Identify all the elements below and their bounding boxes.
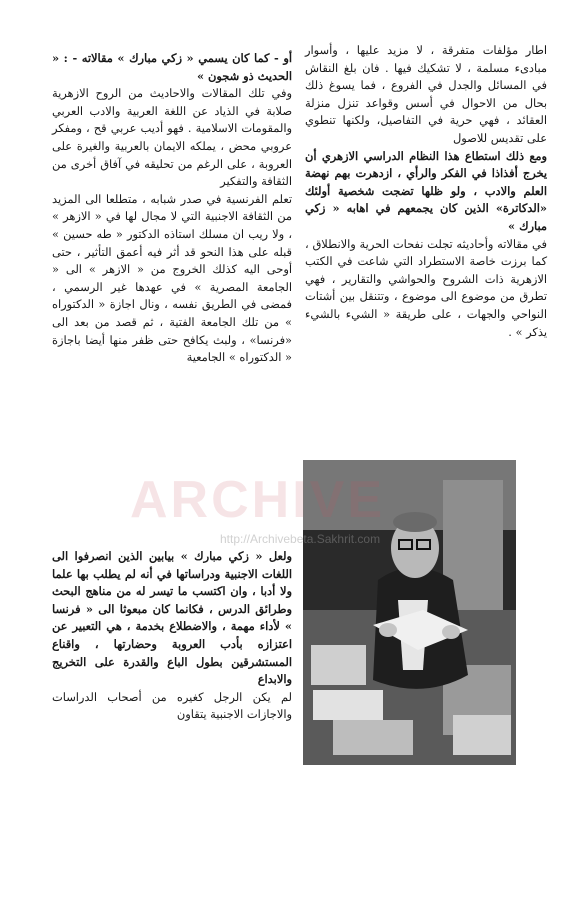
paragraph: ولعل « زكي مبارك » بيابين الذين انصرفوا الى اللغات الاجنبية ودراساتها في أنه لم يطلب بها علما ولا أدبا ، وان اكتسب ما تيسر له من مناهج البحث وطرائق الدرس ، فكانما كان مبعوثا الى « فرنسا » لأداء مهمة ، والاضطلاع بخدمة ، هي التعبير عن اعتزازه بأدب العروبة وحضارتها ، واقناع المستشرقين بطول الباع والقدرة على التخريج والابداع [52, 549, 292, 687]
paragraph: في مقالاته وأحاديثه تجلت نفحات الحرية والانطلاق ، كما برزت خاصة الاستطراد التي شاعت في الكتب الازهرية ذات الشروح والحواشي والتقارير ، فهي تطرق من موضوع الى موضوع ، وتتنقل بين أشتات النواحي والجهات ، على طريقة « الشيء بالشيء يذكر » . [305, 236, 547, 339]
paragraph: أو - كما كان يسمي « زكي مبارك » مقالاته - : « الحديث ذو شجون » [52, 51, 292, 83]
watermark-url: http://Archivebeta.Sakhrit.com [220, 532, 381, 546]
article-column-left-bottom [52, 548, 292, 724]
watermark-text: ARCHIVE [130, 471, 386, 529]
paragraph: اطار مؤلفات متفرقة ، لا مزيد عليها ، وأسوار مبادىء مسلمة ، لا تشكيك فيها . فان بلغ النقاش في المسائل والجدل في الفروع ، فما يسوغ ذلك بحال من الاحوال في أسس وقواعد تنزل منزلة العقائد ، فهي حرية في التفاصيل، ولكنها تنطوي على تقديس للاصول [305, 43, 547, 145]
article-column-right [305, 42, 547, 341]
paragraph: تعلم الفرنسية في صدر شبابه ، متطلعا الى المزيد من الثقافة الاجنبية التي لا مجال لها في « الازهر » ، ولا ريب ان مسلك استاذه الدكتور « طه حسين » قبله على هذا النحو قد أثر فيه أعمق التأثير ، حتى أوحى اليه كذلك الخروج من « الازهر » الى « الجامعة المصرية » في عهدها غير الرسمي ، فمضى في الطريق نفسه ، ونال اجازة « الدكتوراه » من تلك الجامعة الفتية ، ثم قصد من بعد الى «فرنسا» ، ولبث يكافح حتى ظفر منها أيضا باجازة « الدكتوراه » الجامعية [52, 191, 292, 365]
article-column-left [52, 50, 292, 367]
paragraph: وفي تلك المقالات والاحاديث من الروح الازهرية صلابة في الذياد عن اللغة العربية والادب العربي والمقومات الاسلامية . فهو أديب عربي قح ، ومفكر عروبي محض ، يملكه الايمان بالعربية والغيرة على العروبة ، على الرغم من تحليقه في آفاق أخرى من الثقافة والتفكير [52, 86, 292, 189]
paragraph: لم يكن الرجل كغيره من أصحاب الدراسات والاجازات الاجنبية يتقاون [52, 689, 292, 722]
paragraph: ومع ذلك استطاع هذا النظام الدراسي الازهري أن يخرج أفذاذا في الفكر والرأي ، ازدهرت بهم نهضة العلم والادب ، ولو ظلها تضجت شخصية أولئك «الدكاترة» الذين كان يجمعهم في اهابه « زكي مبارك » [305, 148, 547, 233]
